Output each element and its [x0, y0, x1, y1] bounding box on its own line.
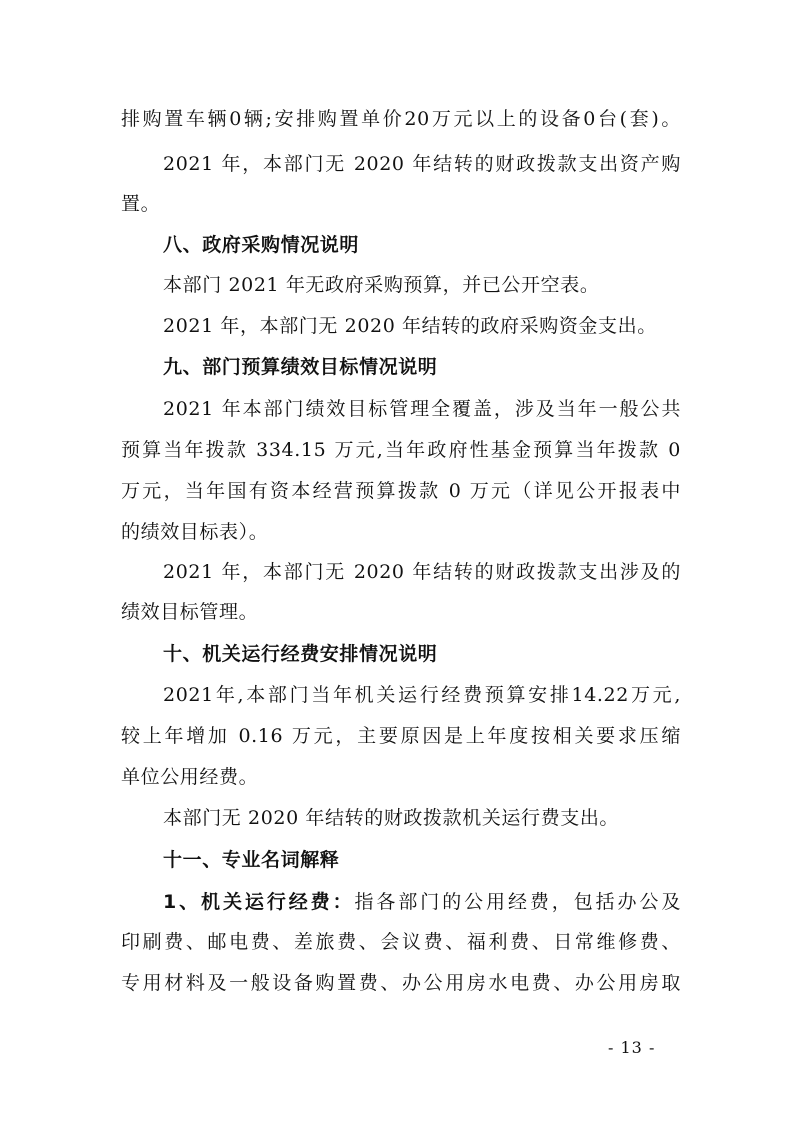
- paragraph-line: 2021 年本部门绩效目标管理全覆盖，涉及当年一般公共: [163, 398, 681, 420]
- term-label: 1、机关运行经费：: [163, 891, 355, 913]
- section-heading-10: 十、机关运行经费安排情况说明: [163, 643, 438, 665]
- paragraph-line: 2021 年，本部门无 2020 年结转的财政拨款支出资产购: [163, 153, 681, 175]
- paragraph-line: 万元，当年国有资本经营预算拨款 0 万元（详见公开报表中: [121, 480, 681, 502]
- section-heading-9: 九、部门预算绩效目标情况说明: [163, 356, 438, 378]
- paragraph-line: 较上年增加 0.16 万元，主要原因是上年度按相关要求压缩: [121, 725, 681, 747]
- paragraph-line: 2021年,本部门当年机关运行经费预算安排14.22万元,: [163, 684, 681, 706]
- paragraph-line: 的绩效目标表）。: [121, 521, 269, 543]
- term-definition-text: 指各部门的公用经费，包括办公及: [354, 891, 681, 913]
- paragraph-line: 置。: [121, 193, 161, 215]
- paragraph-line: 2021 年，本部门无 2020 年结转的财政拨款支出涉及的: [163, 561, 681, 583]
- section-heading-8: 八、政府采购情况说明: [163, 234, 360, 256]
- paragraph-line: 排购置车辆0辆;安排购置单价20万元以上的设备0台(套)。: [121, 108, 681, 130]
- paragraph-line: 绩效目标管理。: [121, 601, 259, 623]
- paragraph-line: 印刷费、邮电费、差旅费、会议费、福利费、日常维修费、: [121, 931, 681, 953]
- paragraph-line: 预算当年拨款 334.15 万元,当年政府性基金预算当年拨款 0: [121, 439, 681, 461]
- term-definition-line: [163, 890, 681, 914]
- page-number: - 13 -: [608, 1038, 656, 1057]
- paragraph-line: 专用材料及一般设备购置费、办公用房水电费、办公用房取: [121, 972, 681, 994]
- section-heading-11: 十一、专业名词解释: [163, 849, 340, 871]
- paragraph-line: 2021 年，本部门无 2020 年结转的政府采购资金支出。: [163, 315, 657, 337]
- paragraph-line: 单位公用经费。: [121, 766, 259, 788]
- paragraph-line: 本部门无 2020 年结转的财政拨款机关运行费支出。: [163, 807, 620, 829]
- paragraph-line: 本部门 2021 年无政府采购预算，并已公开空表。: [163, 274, 600, 296]
